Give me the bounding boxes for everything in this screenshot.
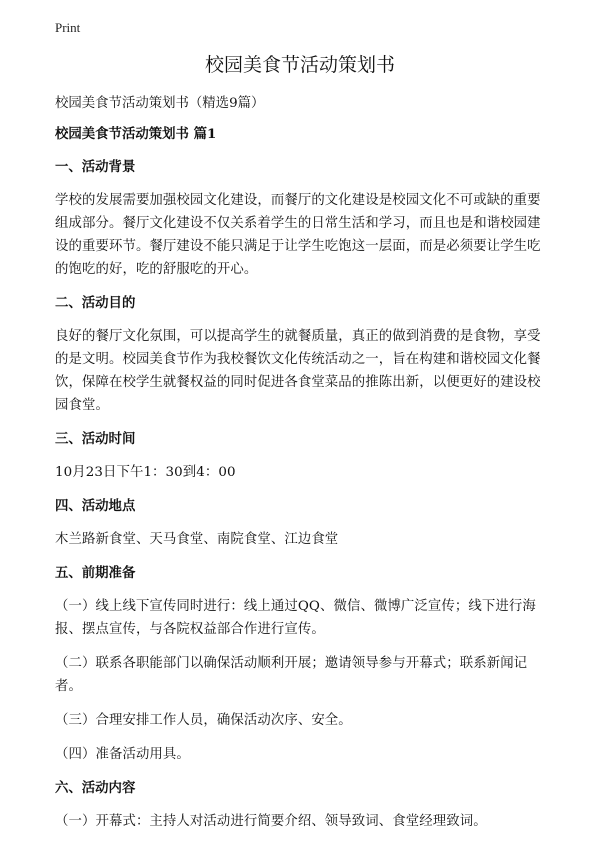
paragraph-location: 木兰路新食堂、天马食堂、南院食堂、江边食堂 <box>55 532 339 547</box>
document-title: 校园美食节活动策划书 <box>204 54 395 76</box>
section-title: 校园美食节活动策划书 篇1 <box>55 126 217 142</box>
print-label: Print <box>55 20 81 35</box>
heading-location: 四、活动地点 <box>55 498 136 514</box>
heading-time: 三、活动时间 <box>55 431 136 447</box>
paragraph-purpose: 良好的餐厅文化氛围，可以提高学生的就餐质量，真正的做到消费的是食物，享受的是文明。校园美食节作为我校餐饮文化传统活动之一，旨在构建和谐校园文化餐饮，保障在校学生就餐权益的同时促进各食堂菜品的推陈出新，以便更好的建设校园食堂。 <box>55 329 541 413</box>
paragraph-content-1: （一）开幕式：主持人对活动进行简要介绍、领导致词、食堂经理致词。 <box>55 814 487 829</box>
document-body <box>55 92 553 844</box>
paragraph-preparation-3: （三）合理安排工作人员，确保活动次序、安全。 <box>55 713 352 728</box>
heading-background: 一、活动背景 <box>55 159 136 175</box>
heading-preparation: 五、前期准备 <box>55 565 136 581</box>
paragraph-preparation-4: （四）准备活动用具。 <box>55 747 190 762</box>
document-subtitle: 校园美食节活动策划书（精选9篇） <box>55 96 265 111</box>
heading-content: 六、活动内容 <box>55 780 136 796</box>
paragraph-preparation-1: （一）线上线下宣传同时进行：线上通过QQ、微信、微博广泛宣传；线下进行海报、摆点宣传，与各院权益部合作进行宣传。 <box>55 599 536 637</box>
paragraph-time: 10月23日下午1：30到4：00 <box>55 465 236 480</box>
paragraph-background: 学校的发展需要加强校园文化建设，而餐厅的文化建设是校园文化不可或缺的重要组成部分。餐厅文化建设不仅关系着学生的日常生活和学习，而且也是和谐校园建设的重要环节。餐厅建设不能只满足于让学生吃饱这一层面，而是必须要让学生吃的饱吃的好，吃的舒服吃的开心。 <box>55 193 541 277</box>
heading-purpose: 二、活动目的 <box>55 295 136 311</box>
paragraph-preparation-2: （二）联系各职能部门以确保活动顺利开展；邀请领导参与开幕式；联系新闻记者。 <box>55 656 528 694</box>
